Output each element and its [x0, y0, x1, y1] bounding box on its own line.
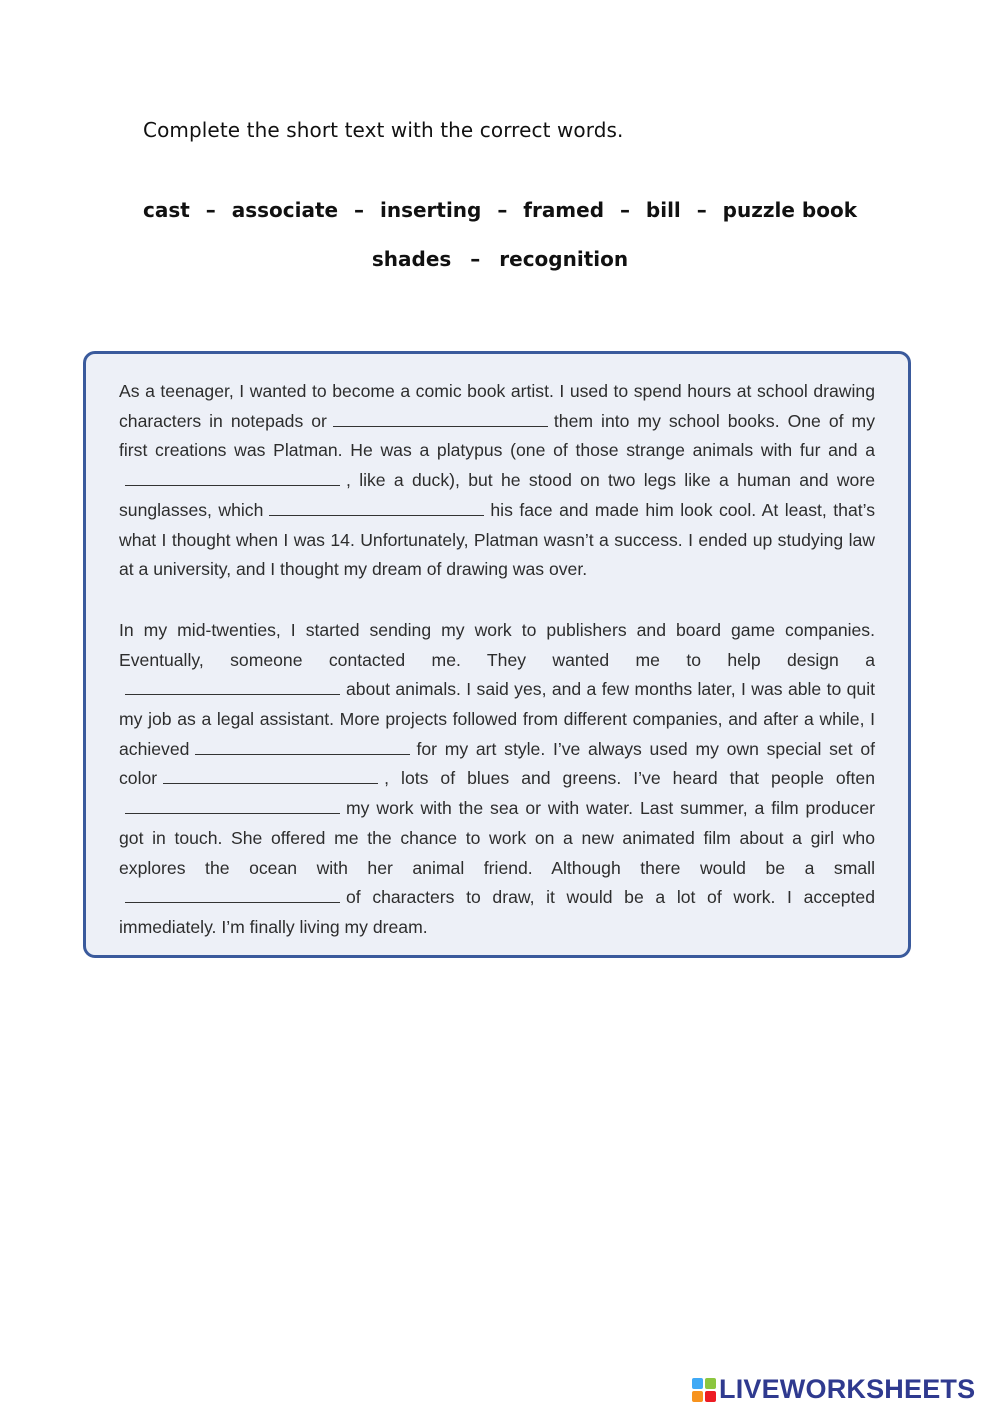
word-bank-separator: – [470, 247, 481, 271]
word-bank-item: framed [523, 198, 605, 222]
passage-paragraph-2 [119, 616, 875, 943]
word-bank-separator: – [497, 198, 508, 222]
word-bank-item: cast [143, 198, 190, 222]
answer-blank-3[interactable] [269, 501, 484, 516]
answer-blank-6[interactable] [163, 769, 378, 784]
liveworksheets-logo [692, 1374, 975, 1405]
answer-blank-5[interactable] [195, 740, 410, 755]
word-bank-separator: – [354, 198, 365, 222]
passage-text: them into my school books. One of my first creations was Platman. He was a platypus (one of those strange animals with fur and a [119, 410, 875, 461]
passage-text: , lots of blues and greens. I’ve heard that people often [384, 768, 875, 789]
word-bank-row-1 [143, 198, 857, 222]
passage-text: As a teenager, I wanted to become a comic book artist. I used to spend hours at school drawing characters in notepads or [119, 381, 875, 431]
passage-text: about animals. I said yes, and a few months later, I was able to quit my job as a legal assistant. More projects followed from different companies, and after a while, I achieved [119, 679, 875, 759]
passage-text: my work with the sea or with water. Last summer, a film producer got in touch. She offered me the chance to work on a new animated film about a girl who explores the ocean with her animal friend. Although there would be a small [119, 798, 875, 878]
answer-blank-2[interactable] [125, 471, 340, 486]
word-bank-separator: – [619, 198, 630, 222]
logo-square [705, 1378, 716, 1389]
logo-square [705, 1391, 716, 1402]
word-bank-separator: – [205, 198, 216, 222]
logo-square [692, 1391, 703, 1402]
word-bank-item: recognition [499, 247, 629, 271]
word-bank-item: shades [371, 247, 452, 271]
word-bank-item: bill [645, 198, 681, 222]
logo-text: LIVEWORKSHEETS [719, 1374, 976, 1404]
logo-square [692, 1378, 703, 1389]
liveworksheets-logo-icon [692, 1378, 716, 1402]
passage-text: In my mid-twenties, I started sending my work to publishers and board game companies. Eventually, someone contacted me. They wanted me to help design a [119, 619, 875, 670]
passage-box [83, 351, 911, 958]
answer-blank-7[interactable] [125, 799, 340, 814]
answer-blank-1[interactable] [333, 412, 548, 427]
passage-text: his face and made him look cool. At least, that’s what I thought when I was 14. Unfortunately, Platman wasn’t a success. I ended up studying law at a university, and I thought my dream of drawing was over. [119, 499, 876, 580]
answer-blank-4[interactable] [125, 680, 340, 695]
word-bank-item: inserting [379, 198, 482, 222]
word-bank-item: puzzle book [722, 198, 857, 222]
answer-blank-8[interactable] [125, 888, 340, 903]
word-bank-row-2 [143, 247, 857, 271]
passage-text: of characters to draw, it would be a lot of work. I accepted immediately. I’m finally living my dream. [119, 887, 875, 937]
passage-text: , like a duck), but he stood on two legs like a human and wore sunglasses, which [119, 470, 875, 520]
passage-paragraph-1 [119, 377, 875, 585]
instruction-text: Complete the short text with the correct words. [143, 118, 624, 142]
passage-text: for my art style. I’ve always used my own special set of color [119, 738, 875, 789]
word-bank-item: associate [231, 198, 339, 222]
word-bank-separator: – [696, 198, 707, 222]
